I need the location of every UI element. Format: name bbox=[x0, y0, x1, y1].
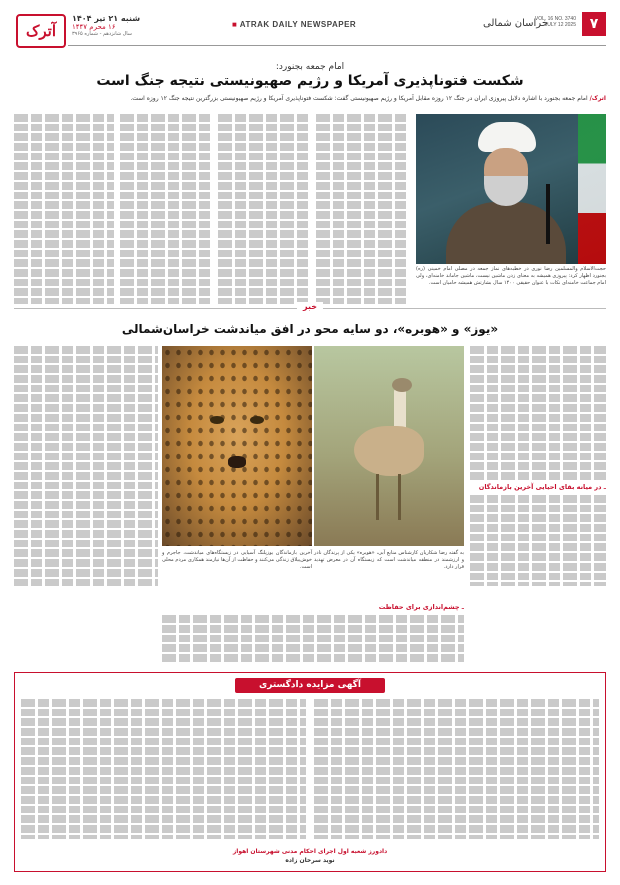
cheetah-eye bbox=[250, 416, 264, 424]
ad-signature-name: نوید سرخان زاده bbox=[285, 857, 335, 864]
date-block bbox=[72, 14, 222, 37]
cheetah-spots bbox=[162, 346, 312, 546]
page-number: ۷ bbox=[582, 12, 606, 36]
weekday-date: شنبه ۲۱ تیر ۱۴۰۴ bbox=[72, 14, 141, 23]
ad-signature bbox=[15, 847, 605, 865]
ad-column-2 bbox=[21, 699, 306, 839]
section-name: خراسان شمالی bbox=[482, 18, 548, 29]
wildlife-column-3 bbox=[162, 600, 464, 662]
cheetah-photo[interactable] bbox=[162, 346, 312, 546]
hijri-date: ۱۶ محرم ۱۴۴۷ bbox=[72, 23, 116, 31]
newspaper-logo[interactable]: آترک bbox=[16, 14, 66, 48]
story-column-1 bbox=[316, 114, 408, 304]
flag-graphic bbox=[578, 114, 606, 264]
story-lead bbox=[14, 94, 606, 103]
story-headline[interactable]: شکست فتوناپذیری آمریکا و رژیم صهیونیستی نتیجه جنگ است bbox=[96, 73, 524, 89]
issue-info: سال شانزدهم - شماره ۳۹۶۵ bbox=[72, 31, 132, 37]
ad-body bbox=[21, 699, 599, 839]
wildlife-header bbox=[14, 318, 606, 340]
cheetah-eye bbox=[210, 416, 224, 424]
bird-leg bbox=[398, 474, 401, 520]
imam-photo-caption: حجت‌الاسلام والمسلمین رضا نوری در خطبه‌های نماز جمعه در مصلی امام خمینی (ره) بجنورد اظهار کرد: پیروزی همیشه به معنای زدن ماشین نیست، ماشین جاماند خامنه‌ای، ولی امام جماعت خامنه‌ای نکات با عنوان حقیقی ۱۴۰۰ سال بشارتش همیشه حامیان است. bbox=[416, 266, 606, 286]
page-header bbox=[14, 12, 606, 52]
cheetah-nose bbox=[228, 456, 246, 468]
auction-ad bbox=[14, 672, 606, 872]
bird-head bbox=[392, 378, 412, 392]
wildlife-column-1 bbox=[470, 346, 606, 586]
wildlife-headline[interactable]: «یوز» و «هوبره»، دو سایه محو در افق میاندشت خراسان‌شمالی bbox=[121, 322, 499, 336]
gregorian-date: JULY 12 2025 bbox=[544, 22, 576, 28]
cheetah-caption: آخرین بازماندگان یوزپلنگ آسیایی در زیستگاه‌های میاندشت، جاجرم و خوش‌ییلاق زندگی می‌کنند و حفاظت از آن‌ها نیازمند همکاری مردم محلی است. bbox=[162, 550, 312, 570]
story-column-4 bbox=[14, 114, 114, 304]
wildlife-column-2 bbox=[14, 346, 158, 586]
photo-microphone bbox=[546, 184, 550, 244]
wildlife-subhead-2: ـ چشم‌اندازی برای حفاظت bbox=[378, 603, 464, 611]
bird-body bbox=[354, 426, 424, 476]
bird-leg bbox=[376, 474, 379, 520]
story-source: اترک/ bbox=[589, 95, 606, 102]
volume-number: VOL. 16 NO. 3740 bbox=[534, 16, 576, 22]
volume-info bbox=[535, 16, 576, 28]
bustard-caption: به گفته رضا شکاریان کارشناس منابع آبی، «هوبره» یکی از پرندگان نادر و ارزشمند در منطقه میاندشت است که زیستگاه آن در معرض تهدید قرار دارد. bbox=[314, 550, 464, 570]
divider-label: خبر bbox=[297, 302, 323, 311]
story-lead-text: امام جمعه بجنورد با اشاره دلایل پیروزی ایران در جنگ ۱۲ روزه مقابل آمریکا و رژیم صهیونیستی گفت: شکست فتوناپذیری آمریکا و رژیم صهیونیستی بزرگترین نتیجه جنگ ۱۲ روزه است. bbox=[130, 95, 588, 102]
ad-title[interactable]: آگهی مزایده دادگستری bbox=[235, 678, 385, 693]
imam-photo[interactable] bbox=[416, 114, 606, 264]
bustard-photo[interactable] bbox=[314, 346, 464, 546]
ad-signature-office: دادورز شعبه اول اجرای احکام مدنی شهرستان اهواز bbox=[232, 848, 388, 855]
wildlife-subhead-1: ـ در میانه بقای احیایی آخرین بازماندگان bbox=[478, 482, 606, 491]
story-column-3 bbox=[120, 114, 212, 304]
story-column-2 bbox=[218, 114, 310, 304]
ad-column-1 bbox=[314, 699, 599, 839]
story-kicker: امام جمعه بجنورد: bbox=[275, 62, 345, 72]
paper-name: ■ ATRAK DAILY NEWSPAPER bbox=[232, 20, 382, 29]
header-rule bbox=[68, 45, 606, 46]
